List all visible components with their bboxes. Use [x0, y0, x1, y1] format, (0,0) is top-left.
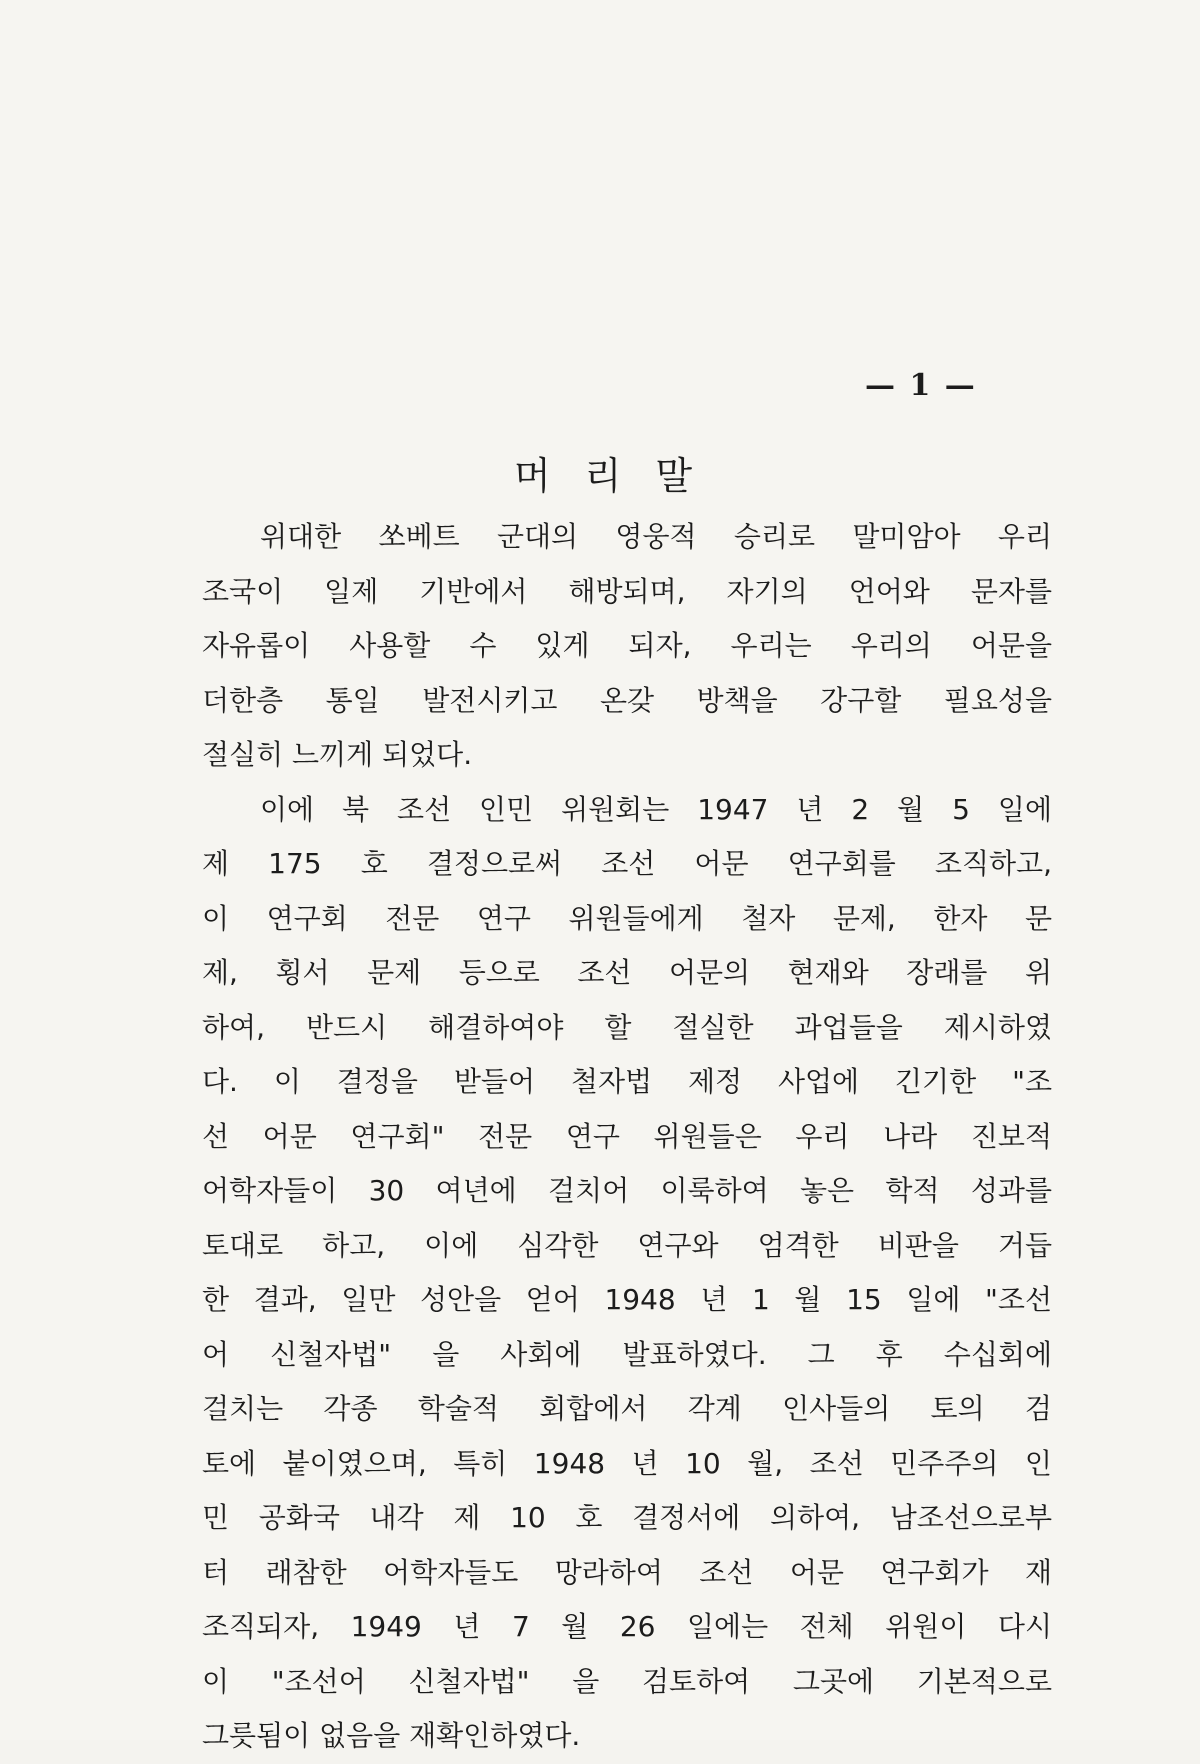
text-line: 제 175 호 결정으로써 조선 어문 연구회를 조직하고, [202, 847, 1052, 880]
text-line: 걸치는 각종 학술적 회합에서 각계 인사들의 토의 검 [202, 1392, 1052, 1425]
text-line: 조국이 일제 기반에서 해방되며, 자기의 언어와 문자를 [202, 574, 1052, 608]
text-line: 토에 붙이였으며, 특히 1948 년 10 월, 조선 민주주의 인 [202, 1446, 1052, 1480]
text-line: 터 래참한 어학자들도 망라하여 조선 어문 연구회가 재 [202, 1555, 1052, 1589]
page-number: — 1 — [865, 368, 977, 403]
text-line: 토대로 하고, 이에 심각한 연구와 엄격한 비판을 거듭 [202, 1228, 1052, 1262]
page-title: 머리말 [513, 454, 727, 498]
text-line: 선 어문 연구회" 전문 연구 위원들은 우리 나라 진보적 [202, 1119, 1052, 1153]
text-line: 하여, 반드시 해결하여야 할 절실한 과업들을 제시하였 [202, 1010, 1052, 1044]
text-line: 어 신철자법" 을 사회에 발표하였다. 그 후 수십회에 [202, 1337, 1052, 1371]
text-line: 위대한 쏘베트 군대의 영웅적 승리로 말미암아 우리 [260, 520, 1052, 553]
text-line: 이 연구회 전문 연구 위원들에게 철자 문제, 한자 문 [202, 901, 1052, 935]
text-line: 다. 이 결정을 받들어 철자법 제정 사업에 긴기한 "조 [202, 1065, 1052, 1098]
text-line: 어학자들이 30 여년에 걸치어 이룩하여 놓은 학적 성과를 [202, 1174, 1052, 1207]
text-line: 절실히 느끼게 되었다. [202, 738, 473, 771]
body-text [202, 510, 1052, 1764]
text-line: 더한층 통일 발전시키고 온갖 방책을 강구할 필요성을 [202, 683, 1052, 717]
text-line: 그릇됨이 없음을 재확인하였다. [202, 1719, 581, 1752]
text-line: 제, 횡서 문제 등으로 조선 어문의 현재와 장래를 위 [202, 956, 1052, 989]
text-line: 한 결과, 일만 성안을 얻어 1948 년 1 월 15 일에 "조선 [202, 1283, 1052, 1316]
text-line: 자유롭이 사용할 수 있게 되자, 우리는 우리의 어문을 [202, 629, 1052, 662]
text-line: 이 "조선어 신철자법" 을 검토하여 그곳에 기본적으로 [202, 1664, 1052, 1698]
text-line: 이에 북 조선 인민 위원회는 1947 년 2 월 5 일에 [260, 792, 1052, 826]
text-line: 조직되자, 1949 년 7 월 26 일에는 전체 위원이 다시 [202, 1610, 1052, 1643]
text-line: 민 공화국 내각 제 10 호 결정서에 의하여, 남조선으로부 [202, 1501, 1052, 1534]
